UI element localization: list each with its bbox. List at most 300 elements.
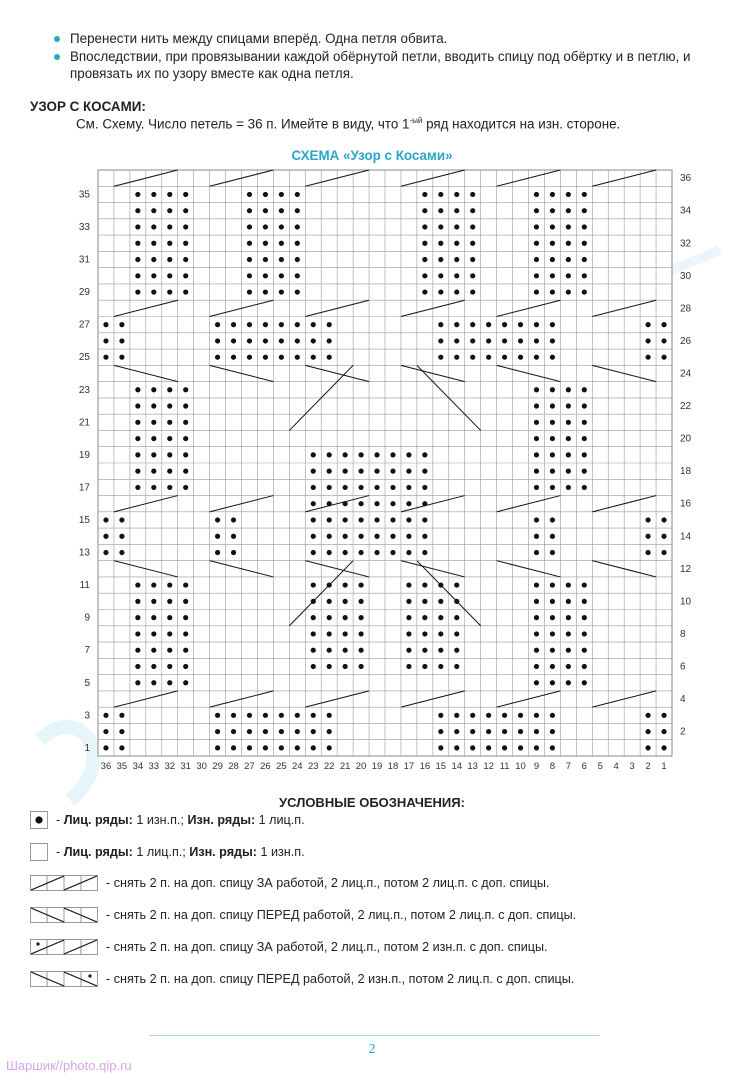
purl-dot: [518, 355, 523, 360]
col-label: 14: [451, 761, 463, 772]
purl-dot: [470, 355, 475, 360]
purl-dot: [582, 664, 587, 669]
purl-dot: [438, 729, 443, 734]
purl-dot: [135, 599, 140, 604]
purl-dot: [263, 241, 268, 246]
purl-dot: [534, 485, 539, 490]
legend-item-cable-front-purl: [30, 971, 574, 987]
purl-dot: [327, 322, 332, 327]
purl-dot: [295, 322, 300, 327]
purl-dot: [135, 582, 140, 587]
purl-dot: [454, 322, 459, 327]
purl-dot: [534, 582, 539, 587]
purl-dot: [438, 648, 443, 653]
purl-dot: [231, 550, 236, 555]
purl-dot: [327, 550, 332, 555]
purl-dot: [135, 420, 140, 425]
bullet-1: Перенести нить между спицами вперёд. Одна петля обвита.: [52, 30, 724, 47]
purl-dot: [167, 648, 172, 653]
col-label: 26: [260, 761, 271, 772]
row-label-left: 17: [78, 482, 90, 494]
section-text-sup: -ый: [409, 116, 423, 125]
purl-dot: [390, 501, 395, 506]
purl-dot: [486, 729, 491, 734]
col-label: 11: [499, 761, 510, 772]
purl-dot: [550, 517, 555, 522]
purl-dot: [327, 713, 332, 718]
purl-dot: [502, 729, 507, 734]
purl-dot: [566, 680, 571, 685]
purl-dot: [358, 534, 363, 539]
col-label: 6: [581, 761, 587, 772]
purl-dot: [486, 745, 491, 750]
purl-dot: [279, 208, 284, 213]
purl-dot: [327, 534, 332, 539]
purl-dot: [247, 355, 252, 360]
purl-dot: [263, 224, 268, 229]
purl-dot: [183, 257, 188, 262]
purl-dot: [454, 615, 459, 620]
col-label: 34: [132, 761, 144, 772]
purl-dot: [645, 338, 650, 343]
purl-dot: [422, 615, 427, 620]
purl-dot: [645, 550, 650, 555]
purl-dot: [566, 403, 571, 408]
purl-dot: [470, 224, 475, 229]
purl-dot: [454, 224, 459, 229]
purl-dot: [406, 582, 411, 587]
col-label: 23: [307, 761, 319, 772]
row-label-right: 4: [680, 694, 686, 706]
legend-item-purl: [30, 811, 305, 829]
col-label: 36: [100, 761, 112, 772]
purl-dot: [534, 257, 539, 262]
col-label: 30: [196, 761, 207, 772]
row-label-left: 23: [78, 384, 90, 396]
purl-dot: [406, 648, 411, 653]
purl-dot: [103, 729, 108, 734]
purl-dot: [247, 729, 252, 734]
purl-dot: [534, 273, 539, 278]
cable-front-icon: [30, 907, 98, 923]
purl-dot: [502, 745, 507, 750]
legend-text-5: - снять 2 п. на доп. спицу ЗА работой, 2 лиц.п., потом 2 изн.п. с доп. спицы.: [106, 940, 548, 954]
purl-dot: [263, 729, 268, 734]
row-label-right: 18: [680, 466, 692, 478]
purl-dot: [151, 599, 156, 604]
col-label: 28: [228, 761, 239, 772]
legend-dash-2: -: [56, 845, 61, 859]
purl-dot: [295, 241, 300, 246]
purl-dot: [311, 517, 316, 522]
col-label: 3: [629, 761, 635, 772]
purl-dot: [550, 273, 555, 278]
purl-dot: [279, 745, 284, 750]
row-label-left: 27: [78, 319, 90, 331]
purl-dot: [247, 745, 252, 750]
purl-dot: [566, 615, 571, 620]
row-label-right: 32: [680, 238, 692, 250]
purl-dot: [550, 713, 555, 718]
purl-dot: [103, 322, 108, 327]
purl-dot: [406, 452, 411, 457]
purl-dot: [119, 729, 124, 734]
section-text-b: ряд находится на изн. стороне.: [422, 116, 621, 132]
purl-dot: [438, 664, 443, 669]
purl-dot: [534, 615, 539, 620]
purl-dot: [470, 192, 475, 197]
purl-dot: [135, 289, 140, 294]
purl-dot: [534, 534, 539, 539]
purl-dot: [470, 289, 475, 294]
purl-dot: [119, 355, 124, 360]
row-label-right: 36: [680, 173, 692, 185]
purl-dot: [231, 355, 236, 360]
purl-dot: [183, 615, 188, 620]
purl-dot: [295, 208, 300, 213]
purl-dot: [454, 713, 459, 718]
purl-dot: [550, 664, 555, 669]
purl-dot: [183, 648, 188, 653]
purl-dot: [167, 257, 172, 262]
purl-dot: [311, 469, 316, 474]
row-label-left: 5: [84, 677, 90, 689]
purl-dot: [374, 452, 379, 457]
purl-dot: [279, 355, 284, 360]
purl-dot: [566, 648, 571, 653]
purl-dot: [582, 631, 587, 636]
row-label-right: 12: [680, 563, 692, 575]
purl-dot: [486, 713, 491, 718]
purl-dot: [550, 355, 555, 360]
purl-dot: [582, 420, 587, 425]
purl-dot: [534, 387, 539, 392]
purl-dot: [183, 631, 188, 636]
purl-dot: [422, 192, 427, 197]
purl-dot: [454, 338, 459, 343]
col-label: 32: [164, 761, 176, 772]
purl-dot: [358, 501, 363, 506]
purl-dot: [422, 631, 427, 636]
purl-dot: [103, 713, 108, 718]
purl-dot: [438, 338, 443, 343]
row-label-right: 26: [680, 335, 692, 347]
purl-dot: [311, 648, 316, 653]
purl-dot: [327, 729, 332, 734]
purl-dot: [438, 745, 443, 750]
purl-dot: [151, 387, 156, 392]
purl-dot: [582, 289, 587, 294]
purl-dot: [327, 452, 332, 457]
row-label-left: 33: [78, 221, 90, 233]
purl-dot: [151, 615, 156, 620]
row-label-left: 15: [78, 514, 90, 526]
purl-dot: [103, 550, 108, 555]
legend-t2b: 1 изн.п.: [257, 845, 305, 859]
purl-dot: [645, 322, 650, 327]
purl-dot: [454, 208, 459, 213]
purl-dot: [470, 257, 475, 262]
row-label-right: 2: [680, 726, 686, 738]
purl-dot: [502, 713, 507, 718]
purl-dot: [263, 355, 268, 360]
purl-dot: [422, 648, 427, 653]
purl-dot: [358, 664, 363, 669]
purl-dot: [534, 338, 539, 343]
purl-dot: [311, 355, 316, 360]
purl-dot: [183, 273, 188, 278]
row-label-left: 31: [78, 254, 90, 266]
purl-dot: [295, 224, 300, 229]
purl-dot: [566, 257, 571, 262]
purl-dot: [454, 241, 459, 246]
purl-dot: [454, 192, 459, 197]
col-label: 27: [244, 761, 255, 772]
purl-dot: [550, 436, 555, 441]
purl-dot: [231, 729, 236, 734]
purl-dot: [327, 648, 332, 653]
purl-dot: [534, 224, 539, 229]
legend-title: УСЛОВНЫЕ ОБОЗНАЧЕНИЯ:: [279, 795, 465, 810]
purl-dot: [183, 469, 188, 474]
purl-dot: [295, 338, 300, 343]
purl-dot: [215, 338, 220, 343]
purl-dot: [470, 322, 475, 327]
col-label: 33: [148, 761, 160, 772]
col-label: 9: [533, 761, 540, 772]
purl-dot: [470, 241, 475, 246]
purl-dot: [135, 485, 140, 490]
purl-dot: [295, 257, 300, 262]
purl-dot: [550, 420, 555, 425]
purl-dot: [279, 729, 284, 734]
purl-dot: [518, 338, 523, 343]
purl-dot: [550, 452, 555, 457]
purl-dot: [103, 534, 108, 539]
purl-dot: [183, 582, 188, 587]
purl-dot: [167, 241, 172, 246]
purl-dot: [151, 289, 156, 294]
purl-dot: [550, 680, 555, 685]
row-label-right: 6: [680, 661, 686, 673]
row-label-left: 21: [78, 417, 90, 429]
purl-dot: [311, 485, 316, 490]
row-label-left: 1: [84, 742, 90, 754]
purl-dot: [502, 338, 507, 343]
legend-b2b: Изн. ряды:: [189, 845, 257, 859]
purl-dot: [311, 631, 316, 636]
purl-dot: [343, 582, 348, 587]
purl-dot: [295, 289, 300, 294]
purl-dot: [183, 192, 188, 197]
purl-dot: [454, 745, 459, 750]
purl-dot: [327, 664, 332, 669]
purl-dot: [566, 192, 571, 197]
purl-dot: [422, 664, 427, 669]
purl-dot: [247, 322, 252, 327]
purl-dot: [151, 420, 156, 425]
purl-dot: [550, 257, 555, 262]
purl-dot: [406, 599, 411, 604]
purl-dot: [119, 517, 124, 522]
col-label: 29: [212, 761, 223, 772]
purl-dot: [518, 745, 523, 750]
purl-dot: [358, 469, 363, 474]
purl-dot: [486, 355, 491, 360]
purl-dot: [534, 469, 539, 474]
purl-dot: [247, 273, 252, 278]
purl-dot: [566, 420, 571, 425]
purl-dot: [454, 582, 459, 587]
purl-dot: [422, 469, 427, 474]
purl-dot: [279, 224, 284, 229]
purl-dot: [550, 224, 555, 229]
purl-dot: [231, 322, 236, 327]
purl-dot: [103, 517, 108, 522]
purl-dot: [167, 224, 172, 229]
purl-dot: [454, 289, 459, 294]
purl-dot: [582, 485, 587, 490]
purl-dot: [454, 355, 459, 360]
purl-dot: [406, 517, 411, 522]
purl-dot: [550, 485, 555, 490]
purl-dot: [645, 713, 650, 718]
purl-dot: [311, 729, 316, 734]
section-title: УЗОР С КОСАМИ:: [30, 99, 146, 114]
purl-dot: [167, 615, 172, 620]
purl-dot: [183, 664, 188, 669]
purl-dot: [550, 289, 555, 294]
purl-dot: [183, 289, 188, 294]
purl-dot: [374, 469, 379, 474]
legend-b1b: Лиц. ряды:: [63, 845, 133, 859]
purl-dot: [119, 550, 124, 555]
purl-dot: [422, 208, 427, 213]
row-label-right: 14: [680, 531, 692, 543]
purl-dot: [470, 713, 475, 718]
purl-dot: [406, 469, 411, 474]
purl-dot: [231, 745, 236, 750]
purl-dot: [550, 550, 555, 555]
purl-dot: [582, 469, 587, 474]
purl-dot: [343, 631, 348, 636]
purl-dot: [374, 534, 379, 539]
purl-dot: [550, 403, 555, 408]
footer-divider: [150, 1035, 600, 1036]
purl-dot: [103, 745, 108, 750]
purl-dot: [422, 241, 427, 246]
purl-dot: [518, 729, 523, 734]
purl-dot: [534, 729, 539, 734]
purl-dot: [167, 631, 172, 636]
purl-dot: [358, 452, 363, 457]
purl-dot: [151, 582, 156, 587]
purl-dot: [247, 289, 252, 294]
purl-dot: [263, 713, 268, 718]
col-label: 10: [515, 761, 526, 772]
purl-dot: [327, 355, 332, 360]
purl-dot: [135, 387, 140, 392]
purl-dot: [327, 631, 332, 636]
purl-dot: [566, 664, 571, 669]
purl-dot: [311, 501, 316, 506]
purl-dot: [582, 436, 587, 441]
purl-dot: [183, 224, 188, 229]
purl-dot: [135, 615, 140, 620]
page-number: 2: [368, 1042, 376, 1057]
purl-dot: [470, 745, 475, 750]
purl-dot: [582, 208, 587, 213]
purl-dot: [119, 338, 124, 343]
col-label: 8: [549, 761, 556, 772]
purl-dot: [135, 273, 140, 278]
purl-dot: [343, 517, 348, 522]
purl-dot: [311, 745, 316, 750]
purl-dot: [167, 208, 172, 213]
purl-dot: [438, 322, 443, 327]
purl-dot: [119, 713, 124, 718]
purl-dot: [151, 208, 156, 213]
purl-dot: [247, 338, 252, 343]
purl-dot: [279, 713, 284, 718]
purl-dot: [534, 680, 539, 685]
purl-dot: [327, 599, 332, 604]
purl-dot: [183, 387, 188, 392]
purl-dot: [183, 403, 188, 408]
purl-dot: [438, 224, 443, 229]
purl-dot: [343, 550, 348, 555]
purl-dot: [454, 729, 459, 734]
purl-dot: [438, 273, 443, 278]
purl-dot: [151, 452, 156, 457]
purl-dot: [550, 208, 555, 213]
purl-dot: [167, 469, 172, 474]
purl-dot: [534, 420, 539, 425]
col-label: 35: [116, 761, 128, 772]
purl-dot: [343, 534, 348, 539]
purl-dot: [311, 322, 316, 327]
purl-dot: [566, 387, 571, 392]
purl-dot: [103, 355, 108, 360]
purl-dot: [311, 452, 316, 457]
purl-dot: [263, 273, 268, 278]
purl-dot: [550, 631, 555, 636]
purl-dot: [534, 648, 539, 653]
purl-dot: [311, 615, 316, 620]
purl-dot: [438, 289, 443, 294]
purl-dot: [279, 192, 284, 197]
purl-dot: [550, 615, 555, 620]
purl-dot: [151, 241, 156, 246]
purl-dot: [279, 289, 284, 294]
purl-dot: [183, 680, 188, 685]
purl-dot: [103, 338, 108, 343]
legend-item-cable-back-purl: [30, 939, 548, 955]
purl-dot: [183, 420, 188, 425]
purl-dot: [119, 322, 124, 327]
row-label-left: 29: [78, 287, 90, 299]
legend-t2: 1 лиц.п.: [255, 813, 305, 827]
legend-item-cable-back: [30, 875, 549, 891]
purl-dot: [247, 208, 252, 213]
purl-dot: [135, 469, 140, 474]
col-label: 4: [613, 761, 619, 772]
purl-dot: [231, 338, 236, 343]
purl-dot: [550, 322, 555, 327]
purl-dot: [167, 664, 172, 669]
purl-dot: [151, 648, 156, 653]
purl-dot: [247, 241, 252, 246]
